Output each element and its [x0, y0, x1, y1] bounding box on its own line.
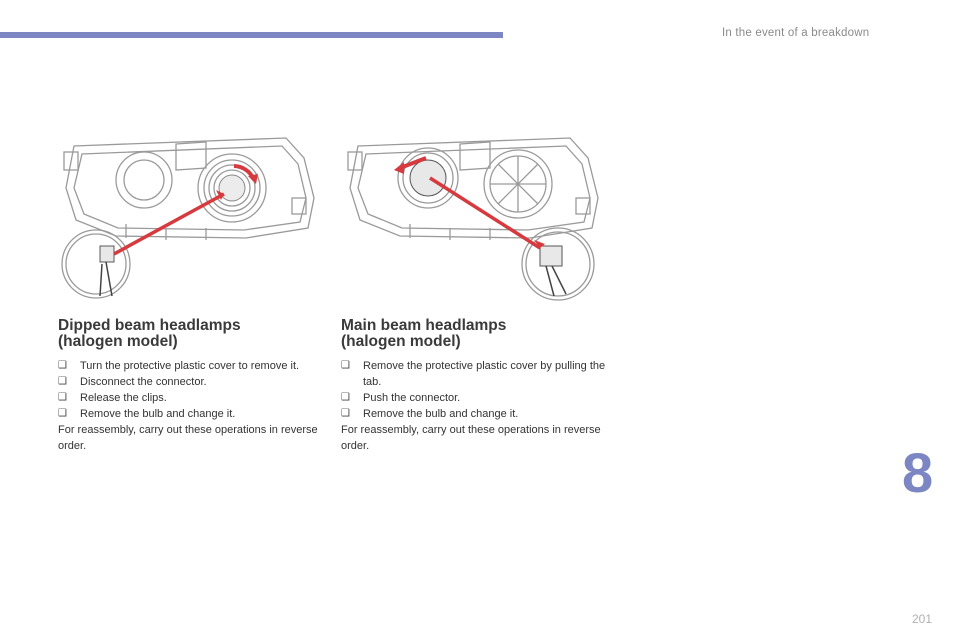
step-item: ❑ Remove the bulb and change it.: [58, 408, 236, 420]
checkbox-icon: ❑: [58, 360, 67, 371]
header-accent-bar: [0, 32, 503, 38]
step-item: ❑ Remove the protective plastic cover by pulling the tab.: [341, 360, 606, 388]
checkbox-icon: ❑: [341, 392, 350, 403]
step-item: ❑ Remove the bulb and change it.: [341, 408, 519, 420]
dipped-beam-section: [58, 318, 323, 454]
checkbox-icon: ❑: [58, 408, 67, 419]
step-item: ❑ Disconnect the connector.: [58, 376, 207, 388]
checkbox-icon: ❑: [341, 408, 350, 419]
chapter-title: In the event of a breakdown: [722, 27, 870, 39]
step-item: ❑ Push the connector.: [341, 392, 461, 404]
checkbox-icon: ❑: [341, 360, 350, 371]
step-item: ❑ Release the clips.: [58, 392, 167, 404]
step-list: [58, 358, 323, 422]
page-number: 201: [912, 612, 933, 626]
reassembly-note: For reassembly, carry out these operations in reverse order.: [341, 424, 601, 452]
reassembly-note: For reassembly, carry out these operations in reverse order.: [58, 424, 318, 452]
chapter-number: 8: [902, 441, 934, 504]
main-beam-section: [341, 318, 606, 454]
step-list: [341, 358, 606, 422]
checkbox-icon: ❑: [58, 376, 67, 387]
main-beam-illustration: [340, 128, 602, 306]
section-title: Dipped beam headlamps (halogen model): [58, 317, 241, 350]
section-title: Main beam headlamps (halogen model): [341, 317, 507, 350]
checkbox-icon: ❑: [58, 392, 67, 403]
dipped-beam-illustration: [56, 128, 318, 306]
step-item: ❑ Turn the protective plastic cover to remove it.: [58, 360, 300, 372]
